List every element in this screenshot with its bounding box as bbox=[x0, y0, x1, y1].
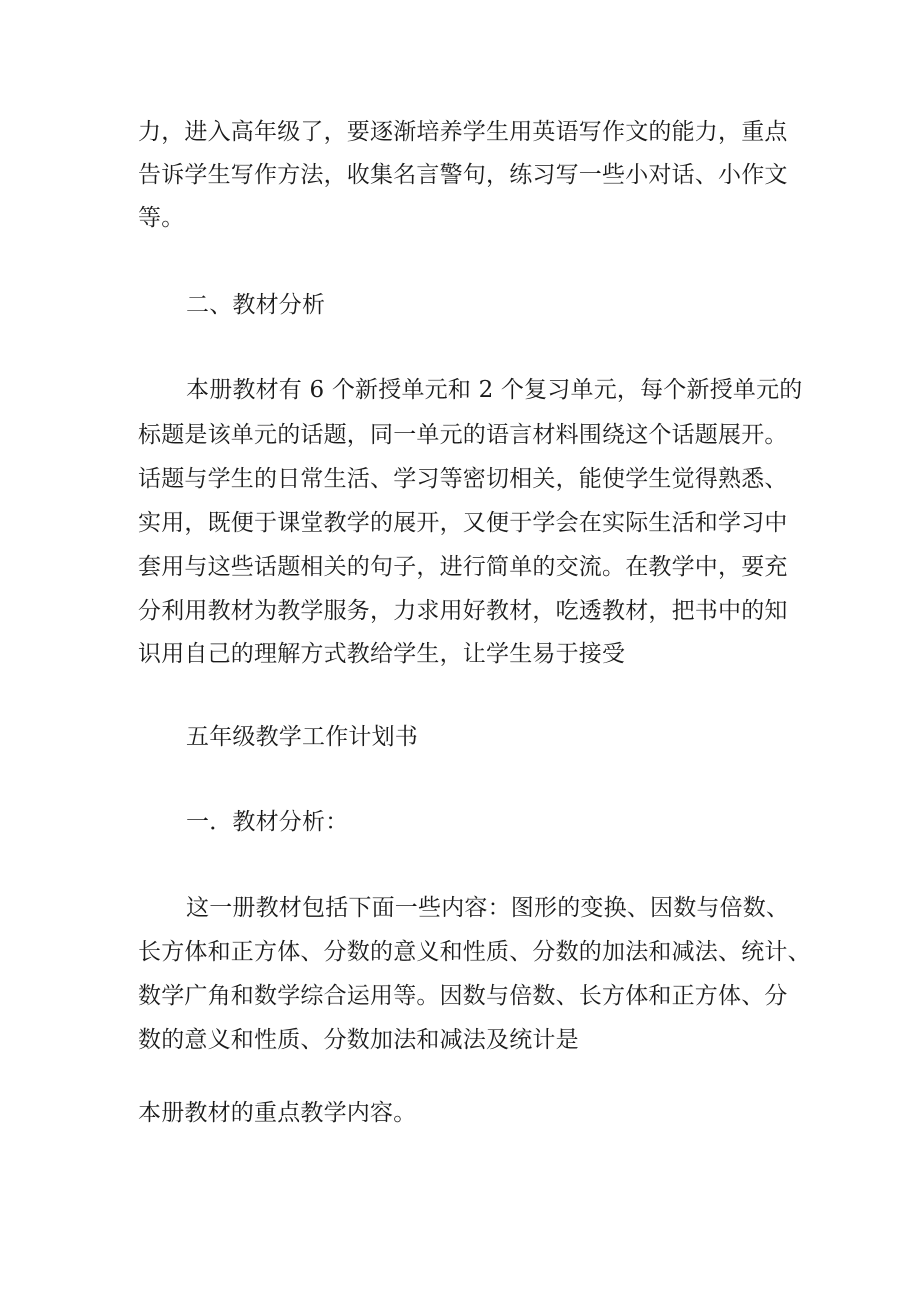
paragraph-1-line-3: 等。 bbox=[138, 205, 185, 231]
document-title-grade5-plan: 五年级教学工作计划书 bbox=[186, 724, 418, 750]
section-heading-one: 一．教材分析： bbox=[186, 809, 349, 835]
paragraph-2-line-6: 分利用教材为教学服务，力求用好教材，吃透教材，把书中的知 bbox=[138, 598, 788, 624]
paragraph-3-line-3: 数学广角和数学综合运用等。因数与倍数、长方体和正方体、分 bbox=[138, 983, 788, 1009]
paragraph-3-line-2: 长方体和正方体、分数的意义和性质、分数的加法和减法、统计、 bbox=[138, 939, 811, 965]
paragraph-2-line-3: 话题与学生的日常生活、学习等密切相关，能使学生觉得熟悉、 bbox=[138, 466, 788, 492]
paragraph-1-line-1: 力，进入高年级了，要逐渐培养学生用英语写作文的能力，重点 bbox=[138, 119, 788, 145]
paragraph-2-line-4: 实用，既便于课堂教学的展开，又便于学会在实际生活和学习中 bbox=[138, 510, 788, 536]
paragraph-2-line-5: 套用与这些话题相关的句子，进行简单的交流。在教学中，要充 bbox=[138, 554, 788, 580]
paragraph-2-line-2: 标题是该单元的话题，同一单元的语言材料围绕这个话题展开。 bbox=[138, 422, 788, 448]
paragraph-4-line-1: 本册教材的重点教学内容。 bbox=[138, 1100, 417, 1126]
paragraph-3-line-4: 数的意义和性质、分数加法和减法及统计是 bbox=[138, 1027, 579, 1053]
section-heading-textbook-analysis: 二、教材分析 bbox=[186, 292, 326, 318]
paragraph-1-line-2: 告诉学生写作方法，收集名言警句，练习写一些小对话、小作文 bbox=[138, 162, 788, 188]
paragraph-3-line-1: 这一册教材包括下面一些内容：图形的变换、因数与倍数、 bbox=[186, 895, 790, 921]
paragraph-2-line-7: 识用自己的理解方式教给学生，让学生易于接受 bbox=[138, 641, 626, 667]
paragraph-2-line-1: 本册教材有 6 个新授单元和 2 个复习单元，每个新授单元的 bbox=[186, 377, 803, 403]
